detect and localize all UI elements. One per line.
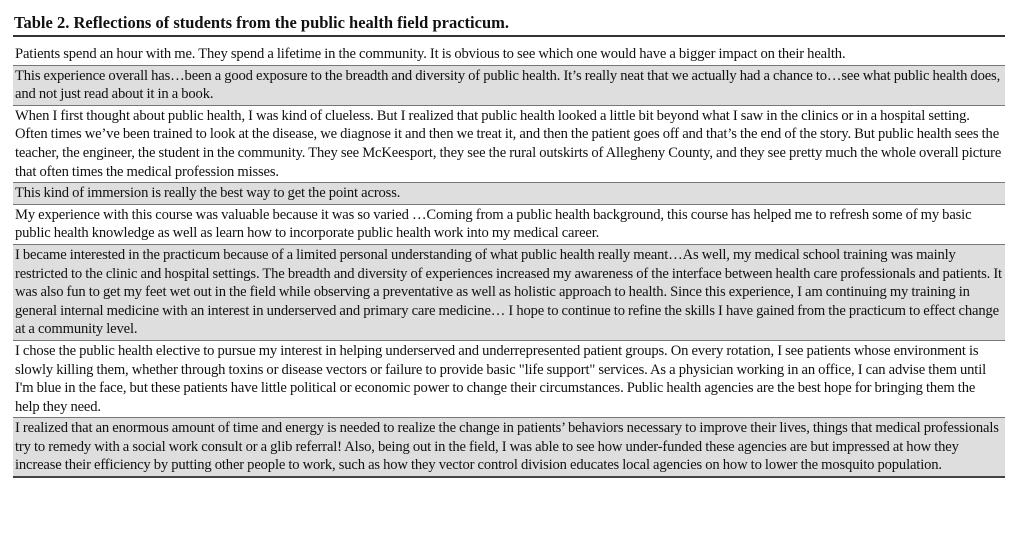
table-row-2: This experience overall has…been a good exposure to the breadth and diversity of public health. It’s really neat that we actually had a chance to…see what public health does, and not just read about it in a book. [13,66,1005,106]
table-row-7: I chose the public health elective to pursue my interest in helping underserved and underrepresented patient groups. On every rotation, I see patients whose environment is slowly killing them, whether through toxins or disease vectors or failure to provide basic "life support" services. As a physician working in an office, I can advise them until I'm blue in the face, but these patients have little political or economic power to change their circumstances. Public health agencies are the best hope for bringing them the help they need. [13,341,1005,418]
table-row-4: This kind of immersion is really the best way to get the point across. [13,183,1005,205]
table-caption: Table 2. Reflections of students from the public health field practicum. [13,12,1005,37]
table-row-8: I realized that an enormous amount of time and energy is needed to realize the change in patients’ behaviors necessary to improve their lives, things that medical professionals try to remedy with a social work consult or a glib referral! Also, being out in the field, I was able to see how under-funded these agencies are but impressed at how they increase their efficiency by putting other people to work, such as how they vector control division educates local agencies on how to lower the mosquito population. [13,418,1005,478]
table-row-6: I became interested in the practicum because of a limited personal understanding of what public health really meant…As well, my medical school training was mainly restricted to the clinic and hospital settings. The breadth and diversity of experiences increased my awareness of the interface between health care professionals and patients. It was also fun to get my feet wet out in the field while observing a preventative as well as holistic approach to health. Since this experience, I am continuing my training in general internal medicine with an interest in underserved and primary care medicine… I hope to continue to refine the skills I have gained from the practicum to effect change at a community level. [13,245,1005,341]
table-row-1: Patients spend an hour with me. They spend a lifetime in the community. It is obvious to see which one would have a bigger impact on their health. [13,37,1005,66]
table-row-3: When I first thought about public health, I was kind of clueless. But I realized that public health looked a little bit beyond what I saw in the clinics or in a hospital setting. Often times we’ve been trained to look at the disease, we diagnose it and then we treat it, and then the patient goes off and that’s the end of the story. But public health sees the teacher, the engineer, the student in the community. They see McKeesport, they see the rural outskirts of Allegheny County, and they see pretty much the whole overall picture that often times the medical profession misses. [13,106,1005,183]
table-row-5: My experience with this course was valuable because it was so varied …Coming from a public health background, this course has helped me to refresh some of my basic public health knowledge as well as learn how to incorporate public health work into my medical career. [13,205,1005,245]
reflections-table [13,12,1005,478]
